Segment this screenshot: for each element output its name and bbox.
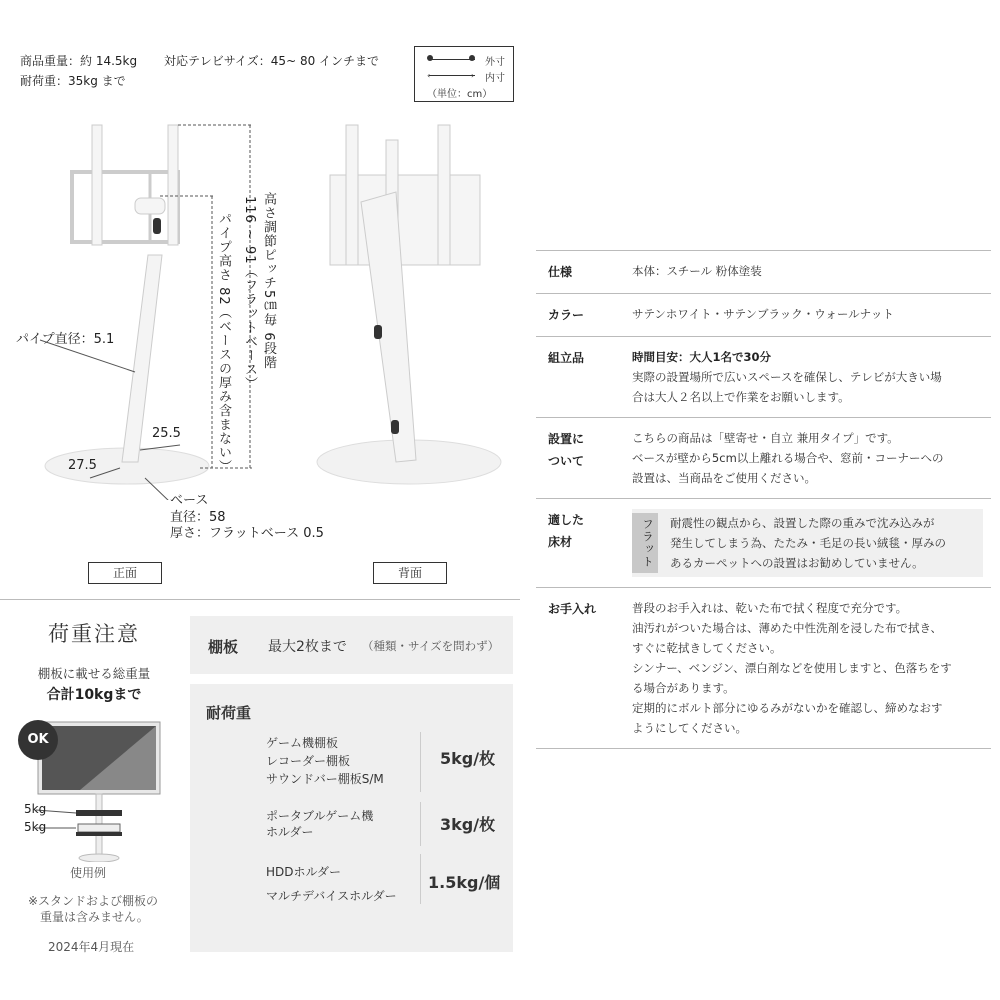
spec-line: 普段のお手入れは、乾いた布で拭く程度で充分です。 — [632, 601, 908, 615]
back-view-label: 背面 — [373, 562, 447, 584]
date-label: 2024年4月現在 — [48, 940, 135, 954]
spec-value — [620, 588, 991, 748]
legend-unit: （単位：cm） — [427, 89, 493, 100]
spec-line: 設置は、当商品をご使用ください。 — [632, 471, 816, 485]
legend-inner: 内寸 — [485, 73, 505, 84]
shelf-weight-2: 5kg — [24, 820, 47, 834]
front-view-label: 正面 — [88, 562, 162, 584]
load-item-name: HDDホルダー — [266, 865, 342, 879]
spec-line: 油汚れがついた場合は、薄めた中性洗剤を浸した布で拭き、 — [632, 621, 943, 635]
load-item-name: マルチデバイスホルダー — [266, 889, 397, 903]
base-title: ベース — [170, 493, 209, 508]
spec-line: シンナー、ベンジン、漂白剤などを使用しますと、色落ちをす — [632, 661, 952, 675]
spec-key-line: 適した — [548, 513, 585, 527]
spec-line: 定期的にボルト部分にゆるみがないかを確認し、締めなおす — [632, 701, 943, 715]
spec-value: サテンホワイト・サテンブラック・ウォールナット — [632, 307, 894, 321]
flat-tag: フラット — [632, 513, 658, 573]
spec-row-care — [536, 588, 991, 749]
spec-key: カラー — [548, 308, 585, 322]
spec-line: 耐震性の観点から、設置した際の重みで沈み込みが — [670, 516, 935, 530]
total-weight-line1: 棚板に載せる総重量 — [37, 666, 151, 681]
tv-size: 対応テレビサイズ：45~ 80 インチまで — [164, 54, 380, 68]
spec-value — [620, 418, 991, 498]
spec-line: 実際の設置場所で広いスペースを確保し、テレビが大きい場 — [632, 370, 942, 384]
load-item-value: 1.5kg/個 — [428, 873, 501, 892]
assembly-time: 時間目安：大人1名で30分 — [632, 350, 772, 364]
spec-key-line: 床材 — [548, 535, 573, 549]
load-item-names — [266, 808, 373, 840]
spec-key — [536, 418, 620, 498]
note-line1: ※スタンドおよび棚板の — [28, 894, 159, 908]
load-label: 耐荷重 — [206, 704, 252, 722]
dimension-legend: 外寸 ‹ › 内寸 （単位：cm） — [414, 46, 514, 102]
spec-row-material — [536, 251, 991, 294]
spec-key: お手入れ — [548, 602, 597, 616]
legend-outer: 外寸 — [485, 57, 505, 68]
spec-line: ようにしてください。 — [632, 721, 747, 735]
spec-row-installation — [536, 418, 991, 499]
load-panel — [190, 684, 513, 952]
load-title: 荷重注意 — [48, 622, 140, 646]
spec-line: こちらの商品は「壁寄せ・自立 兼用タイプ」です。 — [632, 431, 899, 445]
height-pitch-label: 高さ調節ピッチ5㎝毎 6段階 — [261, 192, 276, 370]
spec-key: 仕様 — [548, 265, 573, 279]
pipe-diameter-label: パイプ直径：5.1 — [16, 332, 115, 347]
spec-value — [620, 499, 991, 587]
ok-badge: OK — [18, 720, 58, 760]
spec-line: すぐに乾拭きしてください。 — [632, 641, 782, 655]
spec-table — [536, 250, 991, 749]
note-line2: 重量は含みません。 — [40, 910, 149, 924]
product-weight: 商品重量：約 14.5kg — [20, 54, 138, 68]
shelf-panel — [190, 616, 513, 674]
spec-value: 本体：スチール 粉体塗装 — [632, 264, 762, 278]
spec-row-assembly — [536, 337, 991, 418]
divider — [420, 732, 421, 792]
load-item-name: ホルダー — [266, 825, 314, 839]
spec-value — [620, 337, 991, 417]
dim-25-5: 25.5 — [152, 426, 181, 441]
shelf-label: 棚板 — [208, 638, 239, 656]
load-capacity: 耐荷重：35kg まで — [20, 74, 126, 88]
spec-line: 発生してしまう為、たたみ・毛足の長い絨毯・厚みの — [670, 536, 946, 550]
spec-line: る場合があります。 — [632, 681, 735, 695]
height-range-label: 116 ~ 91（フラットベース） — [242, 196, 257, 391]
pipe-height-label: パイプ高さ 82（ベースの厚み含まない） — [216, 212, 231, 474]
spec-row-color — [536, 294, 991, 337]
spec-key: 組立品 — [548, 351, 585, 365]
spec-key — [536, 499, 620, 587]
back-view-diagram — [316, 120, 506, 490]
spec-key-line: 設置に — [548, 432, 585, 446]
shelf-weight-1: 5kg — [24, 802, 47, 816]
total-weight-line2: 合計10kgまで — [46, 687, 142, 703]
divider — [420, 802, 421, 846]
dim-27-5: 27.5 — [68, 458, 97, 473]
divider — [420, 854, 421, 904]
spec-key-line: ついて — [548, 454, 585, 468]
load-item-name: レコーダー棚板 — [266, 754, 351, 768]
shelf-note: （種類・サイズを問わず） — [362, 639, 500, 653]
usage-example-label: 使用例 — [70, 866, 107, 880]
load-item-name: ポータブルゲーム機 — [266, 809, 374, 823]
spec-line: ベースが壁から5cm以上離れる場合や、窓前・コーナーへの — [632, 451, 944, 465]
load-item-names — [266, 860, 397, 908]
load-item-value: 5kg/枚 — [440, 749, 496, 768]
load-item-names — [266, 734, 384, 788]
spec-line: 合は大人２名以上で作業をお願いします。 — [632, 390, 850, 404]
section-divider — [0, 599, 520, 600]
base-thickness: 厚さ：フラットベース 0.5 — [170, 526, 324, 541]
base-diameter: 直径：58 — [170, 510, 226, 525]
load-item-value: 3kg/枚 — [440, 815, 496, 834]
shelf-value: 最大2枚まで — [268, 639, 347, 655]
flat-box — [632, 509, 983, 577]
load-item-name: サウンドバー棚板S/M — [266, 772, 384, 786]
load-item-name: ゲーム機棚板 — [266, 736, 339, 750]
spec-line: あるカーペットへの設置はお勧めしていません。 — [670, 556, 924, 570]
spec-row-flooring — [536, 499, 991, 588]
